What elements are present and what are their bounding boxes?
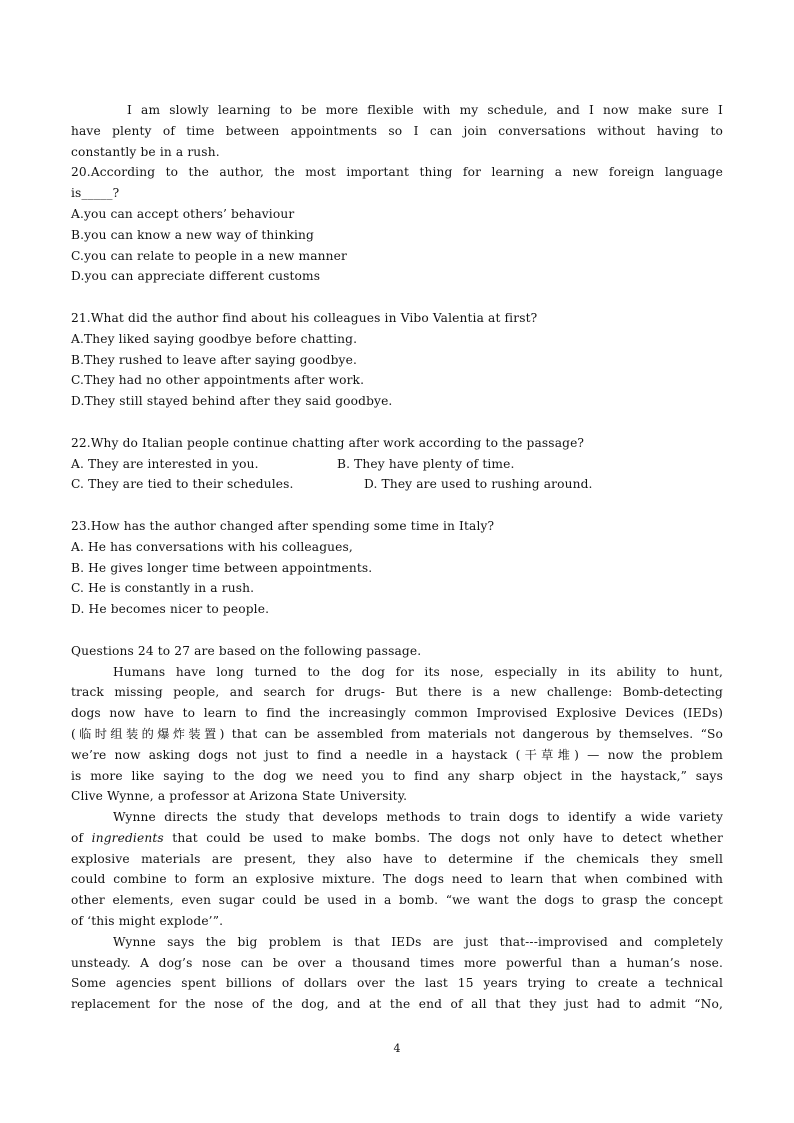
question-23-option-d: D. He becomes nicer to people.	[71, 602, 270, 617]
question-21-stem: 21.What did the author find about his colleagues in Vibo Valentia at first?	[71, 310, 538, 325]
passage-line: we’re now asking dogs not just to find a needle in a haystack (干草堆) — now the problem	[71, 747, 723, 762]
question-20-option-b: B.you can know a new way of thinking	[71, 227, 314, 242]
question-21-option-a: A.They liked saying goodbye before chatting.	[71, 331, 358, 346]
question-21-option-c: C.They had no other appointments after work.	[71, 373, 365, 388]
passage-heading: Questions 24 to 27 are based on the following passage.	[71, 643, 422, 658]
question-20-stem: 20.According to the author, the most important thing for learning a new foreign language	[71, 165, 723, 180]
question-21-option-d: D.They still stayed behind after they said goodbye.	[71, 394, 393, 409]
question-23-option-b: B. He gives longer time between appointments.	[71, 560, 373, 575]
passage-line: dogs now have to learn to find the increasingly common Improvised Explosive Devices (IEDs)	[71, 706, 723, 721]
passage-line: Wynne says the big problem is that IEDs are just that---improvised and completely	[113, 934, 723, 949]
passage-line: replacement for the nose of the dog, and at the end of all that they just had to admit “No,	[71, 997, 723, 1012]
passage-line: Some agencies spent billions of dollars over the last 15 years trying to create a technical	[71, 976, 723, 991]
passage-line-with-italic	[71, 828, 723, 849]
question-23-option-a: A. He has conversations with his colleagues,	[71, 539, 353, 554]
passage-line: Clive Wynne, a professor at Arizona State University.	[71, 789, 408, 804]
passage-line-rest: that could be used to make bombs. The dogs not only have to detect whether	[172, 830, 723, 845]
passage-line: (临时组装的爆炸装置) that can be assembled from materials not dangerous by themselves. “So	[71, 726, 723, 741]
document-page	[71, 100, 723, 1015]
question-22-option-b: B. They have plenty of time.	[337, 456, 515, 471]
passage-line: is more like saying to the dog we need you to find any sharp object in the haystack,” says	[71, 768, 723, 783]
question-20-option-d: D.you can appreciate different customs	[71, 269, 321, 284]
question-20-option-a: A.you can accept others’ behaviour	[71, 206, 295, 221]
passage-line: explosive materials are present, they also have to determine if the chemicals they smell	[71, 851, 723, 866]
question-22-options-cd	[71, 474, 723, 495]
intro-line: I am slowly learning to be more flexible with my schedule, and I now make sure I	[127, 103, 723, 117]
question-22-option-d: D. They are used to rushing around.	[364, 477, 593, 492]
question-21-option-b: B.They rushed to leave after saying goodbye.	[71, 352, 357, 367]
intro-line: have plenty of time between appointments so I can join conversations without having to	[71, 123, 723, 138]
question-22-option-c: C. They are tied to their schedules.	[71, 477, 294, 492]
passage-line: unsteady. A dog’s nose can be over a thousand times more powerful than a human’s nose.	[71, 955, 723, 970]
question-23-stem: 23.How has the author changed after spending some time in Italy?	[71, 518, 495, 533]
passage-line: Wynne directs the study that develops methods to train dogs to identify a wide variety	[113, 810, 723, 825]
question-20-stem-cont: is_____?	[71, 186, 120, 201]
italic-word-ingredients: ingredients	[91, 830, 164, 845]
question-23-option-c: C. He is constantly in a rush.	[71, 581, 255, 596]
intro-line: constantly be in a rush.	[71, 144, 220, 159]
passage-line: could combine to form an explosive mixture. The dogs need to learn that when combined with	[71, 872, 723, 887]
passage-line: of ‘this might explode’”.	[71, 914, 224, 929]
page-number: 4	[393, 1042, 401, 1055]
passage-line: track missing people, and search for drugs- But there is a new challenge: Bomb-detecting	[71, 685, 723, 700]
passage-line: other elements, even sugar could be used in a bomb. “we want the dogs to grasp the concept	[71, 893, 723, 908]
question-22-stem: 22.Why do Italian people continue chatting after work according to the passage?	[71, 435, 585, 450]
passage-word: of	[71, 830, 84, 845]
question-20-option-c: C.you can relate to people in a new manner	[71, 248, 347, 263]
question-22-options-ab	[71, 454, 723, 475]
question-22-option-a: A. They are interested in you.	[71, 456, 259, 471]
passage-line: Humans have long turned to the dog for its nose, especially in its ability to hunt,	[113, 664, 723, 679]
